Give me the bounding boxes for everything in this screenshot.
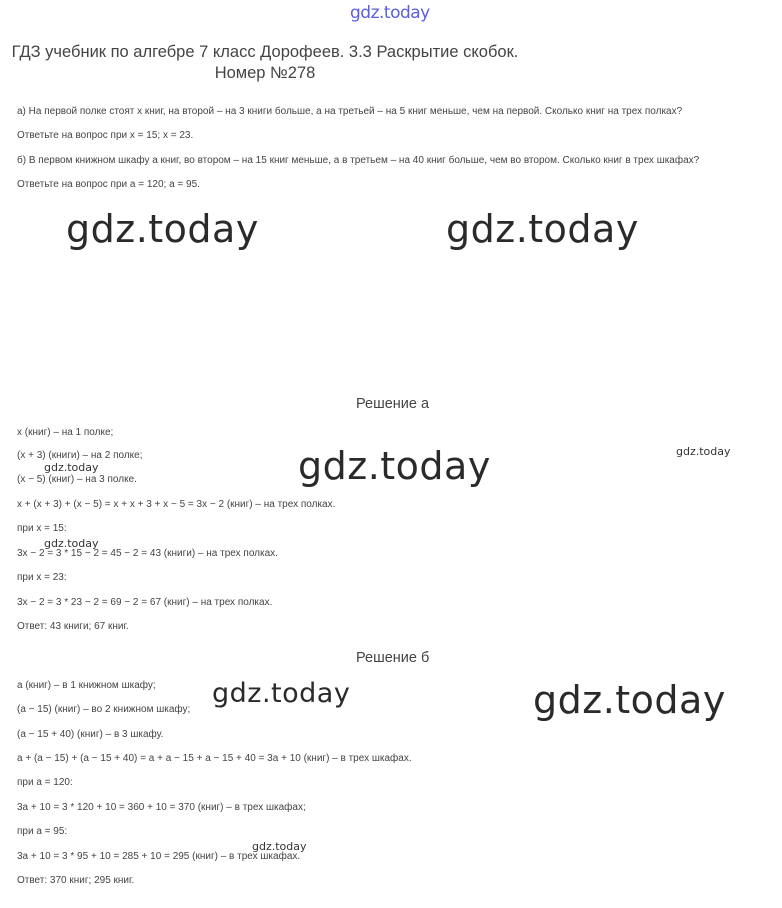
solution-b-line: при a = 120: [17, 777, 73, 788]
watermark: gdz.today [298, 444, 491, 488]
solution-b-answer: Ответ: 370 книг; 295 книг. [17, 875, 135, 886]
task-a-question: а) На первой полке стоят x книг, на второй – на 3 книги больше, а на третьей – на 5 книг меньше, чем на первой. Сколько книг на трех полках? [17, 106, 683, 117]
solution-a-line: (x − 5) (книг) – на 3 полке. [17, 474, 137, 485]
solution-a-line: 3x − 2 = 3 * 15 − 2 = 45 − 2 = 43 (книги) – на трех полках. [17, 548, 278, 559]
solution-a-line: 3x − 2 = 3 * 23 − 2 = 69 − 2 = 67 (книг) – на трех полках. [17, 597, 273, 608]
solution-b-line: 3a + 10 = 3 * 120 + 10 = 360 + 10 = 370 (книг) – в трех шкафах; [17, 802, 306, 813]
task-a-values: Ответьте на вопрос при x = 15; x = 23. [17, 130, 194, 141]
site-logo[interactable]: gdz.today [350, 3, 430, 23]
task-b-values: Ответьте на вопрос при a = 120; a = 95. [17, 179, 200, 190]
solution-a-line: при x = 15: [17, 523, 67, 534]
solution-a-answer: Ответ: 43 книги; 67 книг. [17, 621, 129, 632]
watermark: gdz.today [446, 207, 639, 251]
watermark: gdz.today [676, 445, 731, 458]
solution-a-heading: Решение а [356, 396, 430, 412]
task-b-question: б) В первом книжном шкафу a книг, во втором – на 15 книг меньше, а в третьем – на 40 книг больше, чем во втором. Сколько книг в трех шкафах? [17, 155, 700, 166]
solution-b-line: (a − 15 + 40) (книг) – в 3 шкафу. [17, 729, 164, 740]
solution-a-line: x (книг) – на 1 полке; [17, 427, 114, 438]
watermark: gdz.today [212, 678, 351, 709]
watermark: gdz.today [66, 207, 259, 251]
solution-b-line: a (книг) – в 1 книжном шкафу; [17, 680, 156, 691]
solution-a-line: (x + 3) (книги) – на 2 полке; [17, 450, 143, 461]
watermark: gdz.today [44, 461, 99, 474]
solution-b-line: (a − 15) (книг) – во 2 книжном шкафу; [17, 704, 191, 715]
solution-b-heading: Решение б [356, 650, 430, 666]
watermark: gdz.today [533, 678, 726, 722]
solution-b-line: 3a + 10 = 3 * 95 + 10 = 285 + 10 = 295 (книг) – в трех шкафах. [17, 851, 301, 862]
page-title: ГДЗ учебник по алгебре 7 класс Дорофеев. 3.3 Раскрытие скобок. Номер №278 [11, 43, 519, 82]
watermark: gdz.today [252, 840, 307, 853]
solution-a-line: при x = 23: [17, 572, 67, 583]
solution-b-line: a + (a − 15) + (a − 15 + 40) = a + a − 15 + a − 15 + 40 = 3a + 10 (книг) – в трех шкафах. [17, 753, 412, 764]
watermark: gdz.today [44, 537, 99, 550]
solution-a-line: x + (x + 3) + (x − 5) = x + x + 3 + x − 5 = 3x − 2 (книг) – на трех полках. [17, 499, 336, 510]
solution-b-line: при a = 95: [17, 826, 68, 837]
